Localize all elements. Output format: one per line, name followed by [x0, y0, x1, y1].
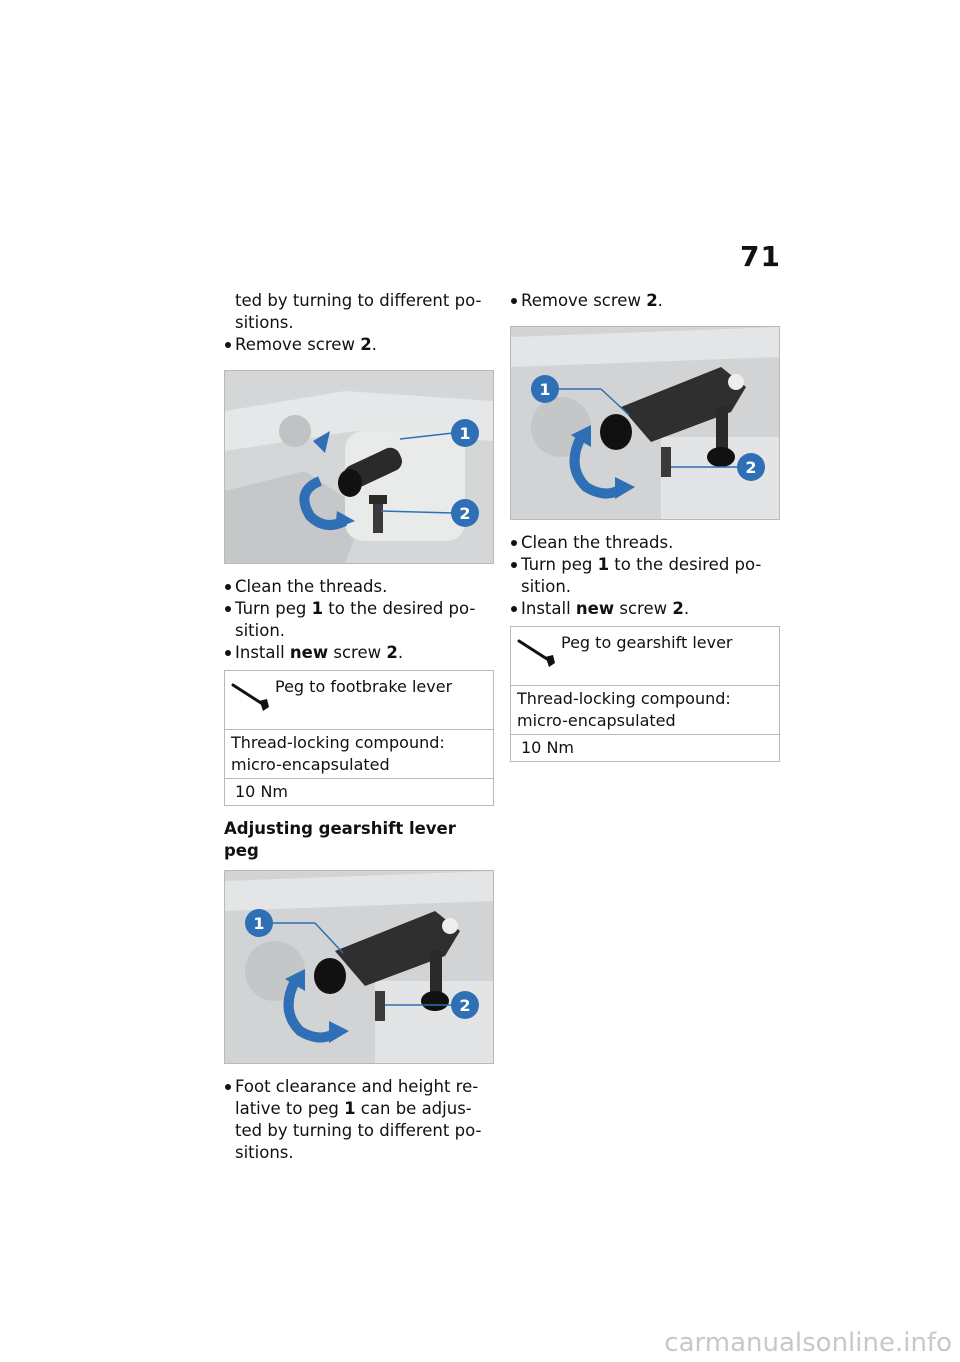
torque-spec-gearshift — [510, 626, 780, 762]
step-foot-clearance: Foot clearance and height re- — [224, 1076, 494, 1098]
step-remove-screw: Remove screw 2. — [224, 334, 494, 356]
callout-2: 2 — [459, 504, 471, 523]
page-number: 71 — [740, 240, 781, 273]
watermark: carmanualsonline.info — [664, 1328, 952, 1358]
figure-footbrake-peg — [224, 370, 494, 564]
step-turn-peg: Turn peg 1 to the desired po- — [224, 598, 494, 620]
intro-text-line: ted by turning to different po- — [235, 291, 482, 310]
spec-compound-label: Thread-locking compound: — [517, 689, 731, 708]
left-column — [224, 290, 494, 1164]
spec-title: Peg to gearshift lever — [561, 633, 733, 652]
intro-text-line: sitions. — [235, 313, 294, 332]
step-clean-threads: Clean the threads. — [224, 576, 494, 598]
wrench-icon — [517, 637, 557, 669]
spec-compound-value: micro-encapsulated — [517, 711, 676, 730]
torque-spec-footbrake — [224, 670, 494, 806]
spec-torque: 10 Nm — [521, 738, 574, 757]
spec-title: Peg to footbrake lever — [275, 677, 453, 696]
figure-gearshift-peg — [224, 870, 494, 1064]
spec-torque: 10 Nm — [235, 782, 288, 801]
step-install-screw: Install new screw 2. — [224, 642, 494, 664]
step-foot-clearance-cont: sitions. — [235, 1143, 294, 1162]
step-remove-screw: Remove screw 2. — [510, 290, 780, 312]
step-install-screw: Install new screw 2. — [510, 598, 780, 620]
step-turn-peg: Turn peg 1 to the desired po- — [510, 554, 780, 576]
step-foot-clearance-cont: lative to peg 1 can be adjus- — [235, 1099, 472, 1118]
step-foot-clearance-cont: ted by turning to different po- — [235, 1121, 482, 1140]
callout-2: 2 — [459, 996, 471, 1015]
spec-compound-value: micro-encapsulated — [231, 755, 390, 774]
step-clean-threads: Clean the threads. — [510, 532, 780, 554]
step-turn-peg-cont: sition. — [235, 621, 286, 640]
callout-1: 1 — [539, 380, 551, 399]
callout-1: 1 — [459, 424, 471, 443]
callout-1: 1 — [253, 914, 265, 933]
spec-compound-label: Thread-locking compound: — [231, 733, 445, 752]
step-turn-peg-cont: sition. — [521, 577, 572, 596]
figure-gearshift-peg-remove — [510, 326, 780, 520]
section-heading: Adjusting gearshift lever peg — [224, 819, 456, 860]
wrench-icon — [231, 681, 271, 713]
right-column — [510, 290, 780, 762]
callout-2: 2 — [745, 458, 757, 477]
